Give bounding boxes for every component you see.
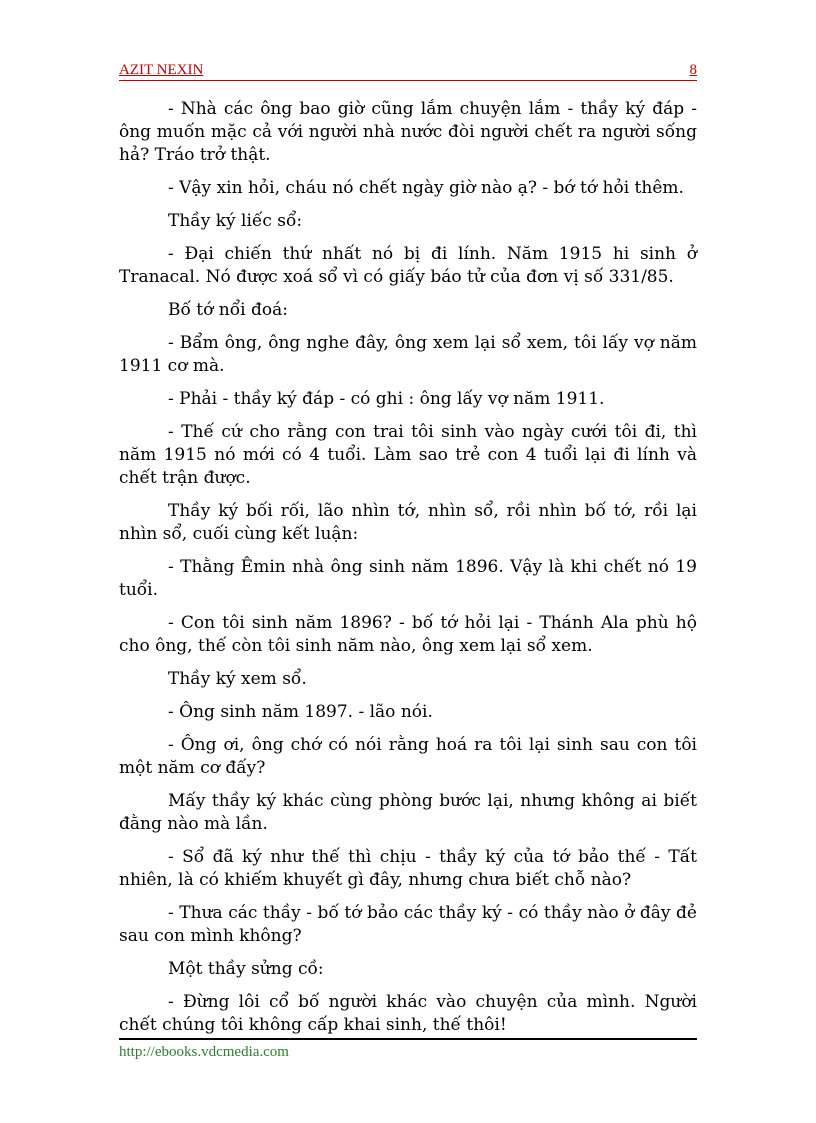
page-header <box>119 62 697 81</box>
paragraph: - Ông ơi, ông chớ có nói rằng hoá ra tôi lại sinh sau con tôi một năm cơ đấy? <box>119 735 697 778</box>
paragraph: - Ông sinh năm 1897. - lão nói. <box>168 702 433 722</box>
header-author: AZIT NEXIN <box>119 62 204 78</box>
paragraph: - Nhà các ông bao giờ cũng lắm chuyện lắm - thầy ký đáp - ông muốn mặc cả với người nhà nước đòi người chết ra người sống hả? Tráo trở thật. <box>119 99 697 165</box>
paragraph: Một thầy sửng cồ: <box>168 959 324 979</box>
paragraph: Bố tớ nổi đoá: <box>168 300 288 320</box>
page-body <box>119 98 697 1047</box>
paragraph: Mấy thầy ký khác cùng phòng bước lại, nhưng không ai biết đằng nào mà lần. <box>119 791 697 834</box>
page-number: 8 <box>689 62 697 78</box>
footer-divider <box>119 1038 697 1040</box>
paragraph: - Sổ đã ký như thế thì chịu - thầy ký của tớ bảo thế - Tất nhiên, là có khiếm khuyết gì đây, nhưng chưa biết chỗ nào? <box>119 847 697 890</box>
paragraph: Thầy ký xem sổ. <box>168 669 307 689</box>
paragraph: - Đại chiến thứ nhất nó bị đi lính. Năm 1915 hi sinh ở Tranacal. Nó được xoá sổ vì có giấy báo tử của đơn vị số 331/85. <box>119 244 697 287</box>
paragraph: - Bẩm ông, ông nghe đây, ông xem lại sổ xem, tôi lấy vợ năm 1911 cơ mà. <box>119 333 697 376</box>
paragraph: - Con tôi sinh năm 1896? - bố tớ hỏi lại - Thánh Ala phù hộ cho ông, thế còn tôi sinh năm nào, ông xem lại sổ xem. <box>119 613 697 656</box>
footer-link[interactable]: http://ebooks.vdcmedia.com <box>119 1044 289 1060</box>
paragraph: - Vậy xin hỏi, cháu nó chết ngày giờ nào ạ? - bớ tớ hỏi thêm. <box>168 178 684 198</box>
paragraph: Thầy ký liếc sổ: <box>168 211 303 231</box>
paragraph: - Phải - thầy ký đáp - có ghi : ông lấy vợ năm 1911. <box>168 389 605 409</box>
paragraph: - Thằng Êmin nhà ông sinh năm 1896. Vậy là khi chết nó 19 tuổi. <box>119 557 697 600</box>
paragraph: - Thưa các thầy - bố tớ bảo các thầy ký - có thầy nào ở đây đẻ sau con mình không? <box>119 903 697 946</box>
paragraph: - Đừng lôi cổ bố người khác vào chuyện của mình. Người chết chúng tôi không cấp khai sinh, thế thôi! <box>119 992 697 1035</box>
paragraph: - Thế cứ cho rằng con trai tôi sinh vào ngày cưới tôi đi, thì năm 1915 nó mới có 4 tuổi. Làm sao trẻ con 4 tuổi lại đi lính và chết trận được. <box>119 422 697 488</box>
paragraph: Thầy ký bối rối, lão nhìn tớ, nhìn sổ, rồi nhìn bố tớ, rồi lại nhìn sổ, cuối cùng kết luận: <box>119 501 697 544</box>
